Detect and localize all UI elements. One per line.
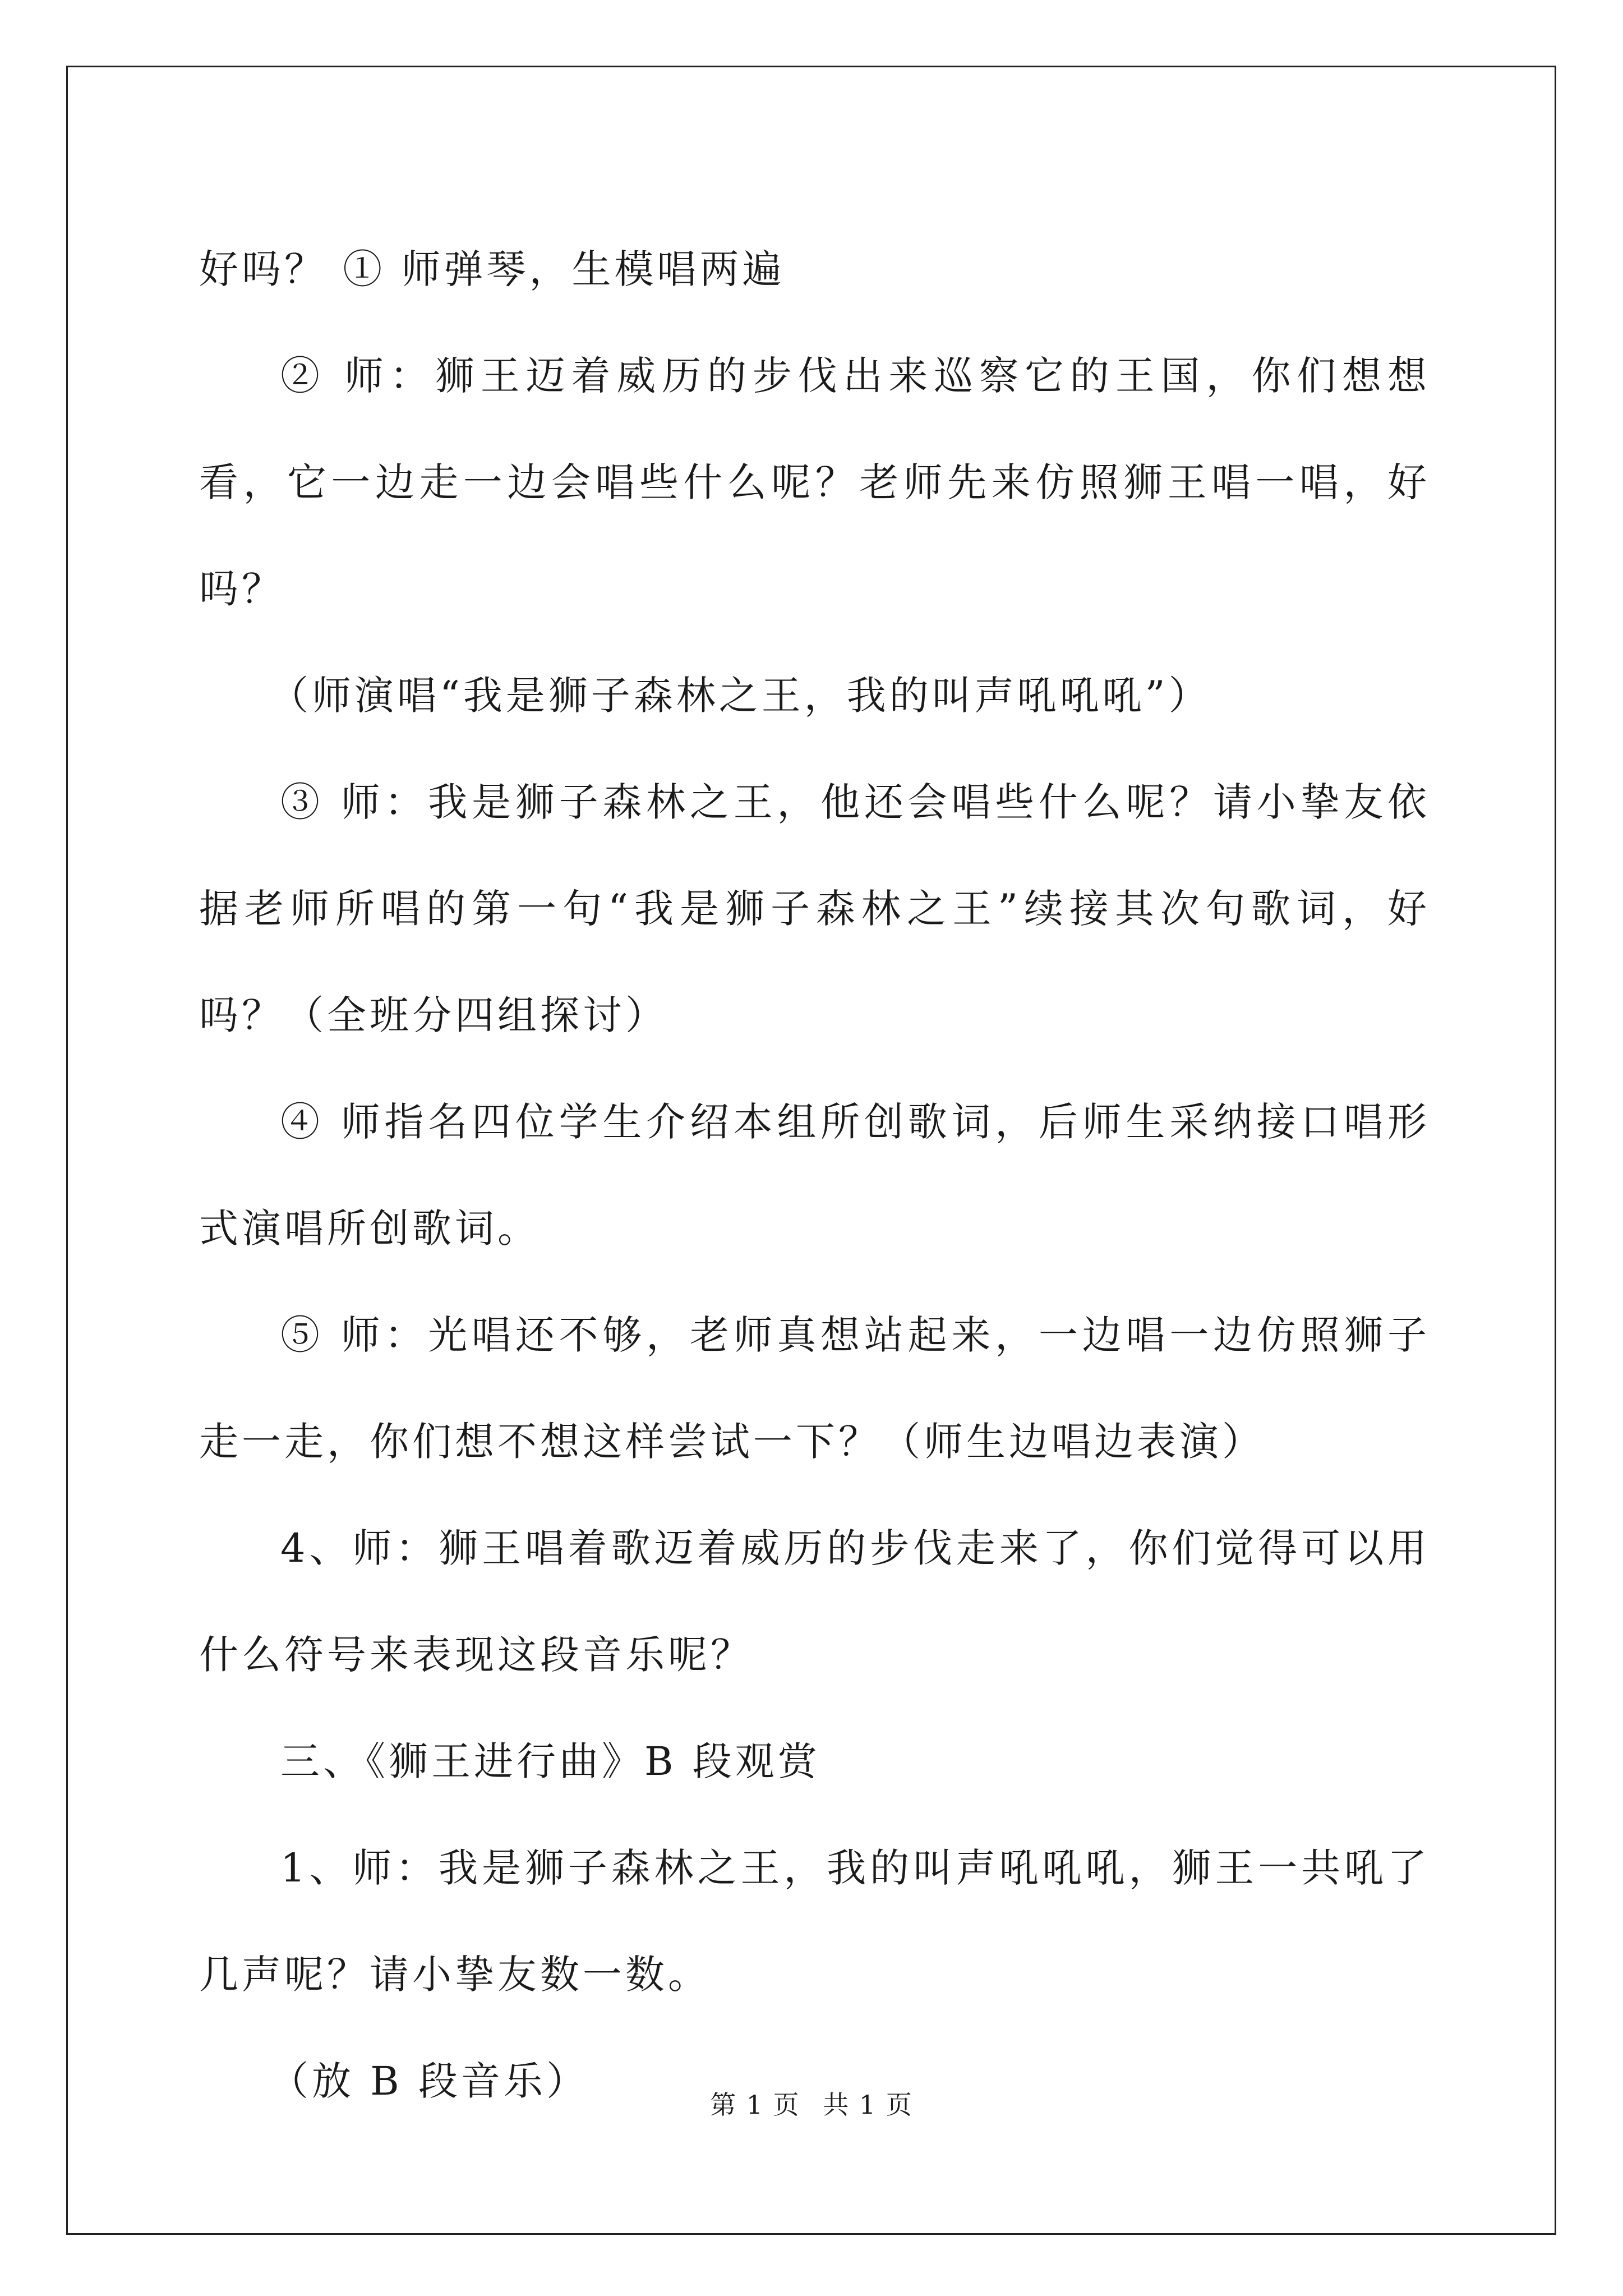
page-footer: [0, 2088, 1623, 2122]
page-total: 共 1 页: [823, 2090, 913, 2120]
paragraph: 好吗？ ① 师弹琴，生模唱两遍: [199, 246, 785, 292]
paragraph: ② 师：狮王迈着威历的步伐出来巡察它的王国，你们想想看，它一边走一边会唱些什么呢？老师先来仿照狮王唱一唱，好吗？: [199, 353, 1430, 612]
paragraph: ④ 师指名四位学生介绍本组所创歌词，后师生采纳接口唱形式演唱所创歌词。: [199, 1099, 1430, 1251]
paragraph: ⑤ 师：光唱还不够，老师真想站起来，一边唱一边仿照狮子走一走，你们想不想这样尝试一下？（师生边唱边表演）: [199, 1312, 1430, 1465]
paragraph: ③ 师：我是狮子森林之王，他还会唱些什么呢？请小挚友依据老师所唱的第一句“我是狮子森林之王”续接其次句歌词，好吗？（全班分四组探讨）: [199, 779, 1430, 1038]
paragraph: （师演唱“我是狮子森林之王，我的叫声吼吼吼”）: [269, 673, 1211, 719]
document-body: [199, 216, 1430, 2134]
paragraph: 1、师：我是狮子森林之王，我的叫声吼吼吼，狮王一共吼了几声呢？请小挚友数一数。: [199, 1845, 1430, 1998]
page-number: 第 1 页: [710, 2090, 800, 2120]
section-heading: 三、《狮王进行曲》B 段观赏: [280, 1738, 820, 1784]
paragraph: （放 B 段音乐）: [269, 2058, 589, 2104]
paragraph: 4、师：狮王唱着歌迈着威历的步伐走来了，你们觉得可以用什么符号来表现这段音乐呢？: [199, 1525, 1430, 1678]
